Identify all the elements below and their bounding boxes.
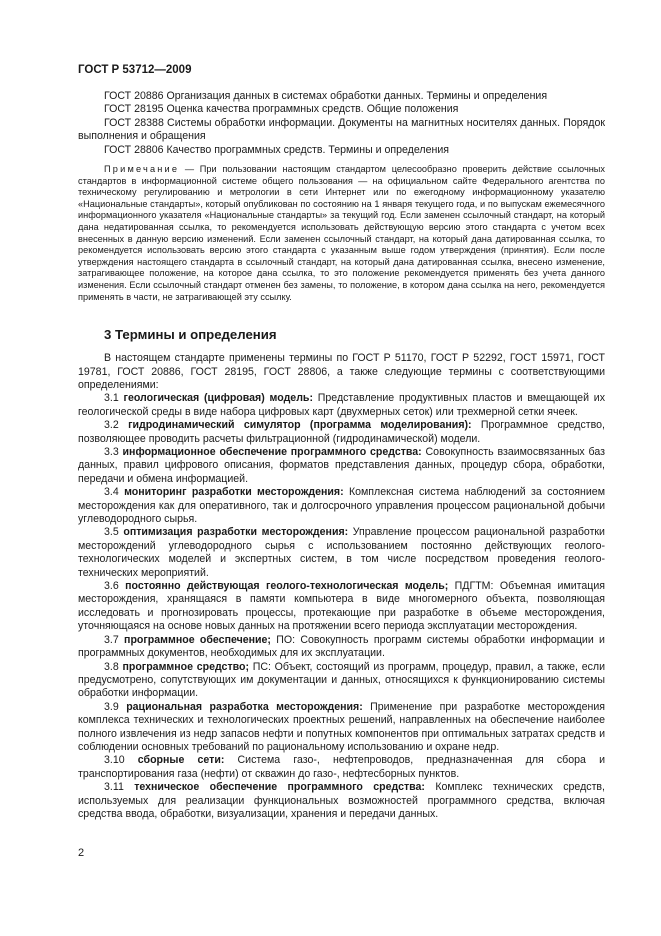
reference-list [78,90,605,157]
definition-text: Программное средство, позволяющее проводить расчеты фильтрационной (гидродинамической) модели. [78,419,605,445]
definition-term: оптимизация разработки месторождения: [123,526,349,539]
definition-term: гидродинамический симулятор (программа моделирования): [128,419,472,432]
definition-text: ПС: Объект, состоящий из программ, процедур, правил, а также, если предусмотрено, сопутствующих им документации и данных, относящихся к функционированию системы обработки информации. [78,660,605,700]
definition-text: Представление продуктивных пластов и вмещающей их геологической среды в виде набора цифровых карт (двухмерных сеток) или трехмерной сетки ячеек. [78,392,605,418]
definition-number: 3.9 [104,700,119,713]
definition-number: 3.4 [104,486,119,499]
definition-text: Комплексная система наблюдений за состоянием месторождения как для оперативного, так и долгосрочного управления процессом рациональной добычи углеводородного сырья. [78,486,605,526]
definition-text: Применение при разработке месторождения комплекса технических и технологических проектных решений, направленных на обеспечение наиболее полного извлечения из недр запасов нефти и попутных компонентов при оптимальных затратах средств и соблюдении основных требований по рациональному использованию и охране недр. [78,700,605,753]
reference-item: ГОСТ 28388 Системы обработки информации. Документы на магнитных носителях данных. Порядок выполнения и обращения [78,116,605,143]
definition-item [78,661,605,701]
definition-number: 3.6 [104,580,119,593]
definition-number: 3.10 [104,754,125,767]
definition-item [78,781,605,821]
definition-term: программное средство; [122,660,250,673]
definition-text: ПО: Совокупность программ системы обработки информации и программных документов, необходимых для их эксплуатации. [78,633,605,660]
definition-text: Управление процессом рациональной разработки месторождений углеводородного сырья с использованием постоянно действующих геолого-технологических моделей и экспертных систем, в том числе посредством проведения геолого-технических мероприятий. [78,526,605,579]
definition-item [78,701,605,755]
section-intro: В настоящем стандарте применены термины по ГОСТ Р 51170, ГОСТ Р 52292, ГОСТ 15971, ГОСТ 19781, ГОСТ 20886, ГОСТ 28195, ГОСТ 28806, а также следующие термины с соответствующими определениями: [78,352,605,391]
definition-item [78,526,605,580]
definition-term: техническое обеспечение программного средства: [134,781,425,794]
definition-item [78,446,605,486]
definition-number: 3.7 [104,633,119,646]
definition-number: 3.8 [104,660,119,673]
reference-item: ГОСТ 28195 Оценка качества программных средств. Общие положения [104,103,459,116]
section-title: 3 Термины и определения [104,327,277,343]
page-number: 2 [78,847,85,859]
definition-text: ПДГТМ: Объемная имитация месторождения, хранящаяся в памяти компьютера в виде многомерного объекта, позволяющая исследовать и прогнозировать процессы, протекающие при разработке в объеме месторождения, уточняющаяся на основе новых данных на протяжении всего периода эксплуатации месторождения. [78,580,605,633]
definition-number: 3.5 [104,526,119,539]
definition-item [78,580,605,634]
definition-number: 3.3 [104,446,119,458]
definition-term: постоянно действующая геолого-технологическая модель; [125,580,449,593]
definition-term: программное обеспечение; [124,633,271,646]
definition-text: Комплекс технических средств, используемых для реализации функциональных возможностей программного средства, включая средства ввода, обработки, визуализации, хранения и передачи данных. [78,781,605,820]
reference-item: ГОСТ 20886 Организация данных в системах обработки данных. Термины и определения [104,90,548,102]
definition-list [78,392,605,821]
definition-item [78,392,605,419]
definition-term: рациональная разработка месторождения: [126,700,363,713]
definition-term: мониторинг разработки месторождения: [124,486,344,499]
reference-item: ГОСТ 28806 Качество программных средств. Термины и определения [104,143,449,156]
definition-term: сборные сети: [137,754,225,767]
definition-number: 3.1 [104,392,119,405]
definition-number: 3.11 [104,781,124,794]
definition-text: Совокупность взаимосвязанных баз данных, правил цифрового описания, форматов представления данных, процедур сбора, обработки, передачи и обмена информацией. [78,446,605,485]
definition-number: 3.2 [104,419,119,432]
note-text: — При пользовании настоящим стандартом целесообразно проверить действие ссылочных стандартов в информационной системе общего пользования — на официальном сайте Федерального агентства по техническому регулированию и метрологии в сети Интернет или по ежегодному информационному указателю «Национальные стандарты», который опубликован по состоянию на 1 января текущего года, и по выпускам ежемесячного информационного указателя «Национальные стандарты» за текущий год. Если заменен ссылочный стандарт, на который дана недатированная ссылка, то рекомендуется использовать действующую версию этого стандарта с учетом всех внесенных в данную версию изменений. Если заменен ссылочный стандарт, на который дана датированная ссылка, то рекомендуется использовать версию этого стандарта с указанным выше годом утверждения (принятия). Если после утверждения настоящего стандарта в ссылочный стандарт, на который дана датированная ссылка, внесено изменение, затрагивающее положение, на которое дана ссылка, то это положение рекомендуется применять без учета данного изменения. Если ссылочный стандарт отменен без замены, то положение, в котором дана ссылка на него, рекомендуется применять в части, не затрагивающей эту ссылку. [78,164,605,302]
definition-item [78,419,605,446]
note-paragraph [78,164,605,303]
definition-item [78,634,605,661]
definition-text: Система газо-, нефтепроводов, предназначенная для сбора и транспортирования газа (нефти) от скважин до газо-, нефтесборных пунктов. [78,754,605,780]
definition-term: геологическая (цифровая) модель: [123,392,313,405]
definition-item [78,754,605,781]
document-header: ГОСТ Р 53712—2009 [78,64,192,76]
definition-term: информационное обеспечение программного средства: [122,446,422,458]
note-label: Примечание [104,164,180,175]
definition-item [78,486,605,526]
document-body [78,90,605,821]
